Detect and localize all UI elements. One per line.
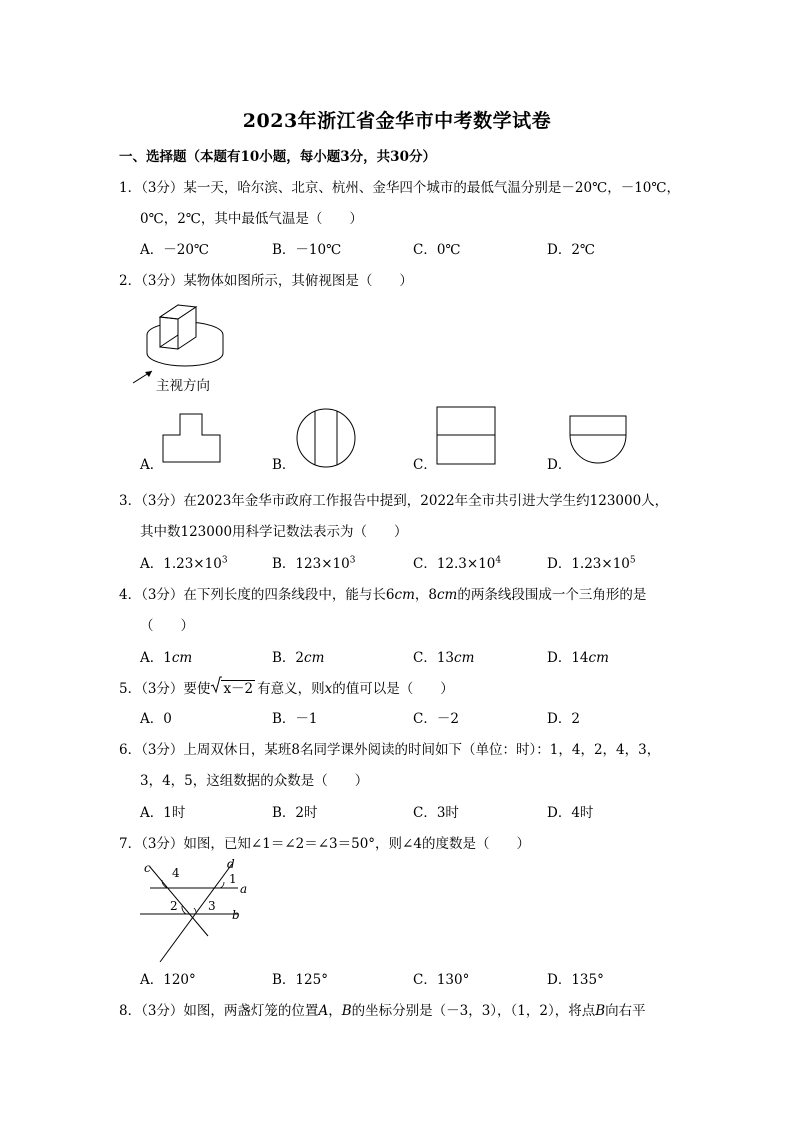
question-8-line-1: 8．（3分）如图，两盏灯笼的位置A，B的坐标分别是（－3，3），（1，2），将点B向右平 [119, 1003, 646, 1019]
q5-option-d: D．2 [547, 711, 580, 727]
question-4-line-2: （ ） [140, 618, 194, 634]
question-2-line-1: 2．（3分）某物体如图所示，其俯视图是（ ） [119, 273, 413, 289]
page-title: 2023年浙江省金华市中考数学试卷 [242, 110, 552, 132]
fig-label-b: b [232, 908, 240, 922]
q4-option-d: D．14cm [547, 650, 609, 666]
solid-object-figure [130, 295, 250, 385]
fig-label-angle-4: 4 [172, 866, 180, 880]
q1-option-d: D．2℃ [547, 242, 596, 258]
q4-option-c: C．13cm [413, 650, 475, 666]
q2-option-b: B． [272, 457, 296, 473]
q3-option-a: A．$1.23\times 10^3$ [140, 555, 228, 572]
q1-option-a: A．－20℃ [140, 242, 210, 258]
section-heading: 一、选择题（本题有10小题，每小题3分，共30分） [119, 149, 436, 165]
question-3-line-1: 3．（3分）在2023年金华市政府工作报告中提到，2022年全市共引进大学生约123000人， [119, 493, 669, 509]
q2-option-d: D． [547, 457, 572, 473]
question-6-line-1: 6．（3分）上周双休日，某班8名同学课外阅读的时间如下（单位：时）：1，4，2，4，3， [119, 742, 661, 758]
q3-option-c: C．$12.3\times 10^4$ [413, 555, 502, 572]
q3-option-b: B．$123\times 10^3$ [272, 555, 356, 572]
q6-option-b: B．2时 [272, 805, 318, 821]
q1-option-c: C．0℃ [413, 242, 461, 258]
question-4-line-1: 4．（3分）在下列长度的四条线段中，能与长6cm，8cm的两条线段围成一个三角形的是 [119, 587, 647, 603]
q3-option-d: D．$1.23\times 10^5$ [547, 555, 636, 572]
q5-option-a: A．0 [140, 711, 172, 727]
q2-option-c: C． [413, 457, 437, 473]
question-1-line-1: 1．（3分）某一天，哈尔滨、北京、杭州、金华四个城市的最低气温分别是－20℃，－10℃， [119, 180, 680, 196]
q5-option-b: B．－1 [272, 711, 318, 727]
fig-label-d: d [227, 857, 235, 871]
question-6-line-2: 3，4，5，这组数据的众数是（ ） [140, 773, 369, 789]
question-3-line-2: 其中数123000用科学记数法表示为（ ） [140, 524, 408, 540]
radical-sign-icon [210, 676, 222, 694]
q7-option-b: B．125° [272, 972, 328, 988]
square-root-expression: x－2 [210, 677, 255, 697]
q6-option-c: C．3时 [413, 805, 459, 821]
q1-option-b: B．－10℃ [272, 242, 342, 258]
q5-option-c: C．－2 [413, 711, 459, 727]
fig-label-angle-3: 3 [208, 899, 216, 913]
q4-option-a: A．1cm [140, 650, 193, 666]
parallel-lines-figure [138, 858, 268, 963]
fig-label-angle-2: 2 [170, 899, 178, 913]
q7-option-c: C．130° [413, 972, 470, 988]
question-1-line-2: 0℃，2℃，其中最低气温是（ ） [140, 211, 363, 227]
fig-label-angle-1: 1 [229, 872, 237, 886]
q6-option-a: A．1时 [140, 805, 186, 821]
view-direction-label: 主视方向 [156, 378, 210, 394]
q7-option-d: D．135° [547, 972, 604, 988]
q6-option-d: D．4时 [547, 805, 594, 821]
option-c-rectangle-figure [436, 406, 498, 466]
question-5-line-1: 5．（3分）要使 x－2 有意义，则x的值可以是（ ） [119, 677, 454, 697]
q7-option-a: A．120° [140, 972, 196, 988]
option-b-circle-figure [295, 407, 357, 469]
option-a-t-shape-figure [162, 413, 222, 463]
fig-label-a: a [240, 882, 248, 896]
q2-option-a: A． [140, 457, 164, 473]
q4-option-b: B．2cm [272, 650, 325, 666]
question-7-line-1: 7．（3分）如图，已知∠1＝∠2＝∠3＝50°，则∠4的度数是（ ） [119, 836, 530, 852]
option-d-semicircle-figure [569, 415, 629, 467]
fig-label-c: c [144, 861, 151, 875]
